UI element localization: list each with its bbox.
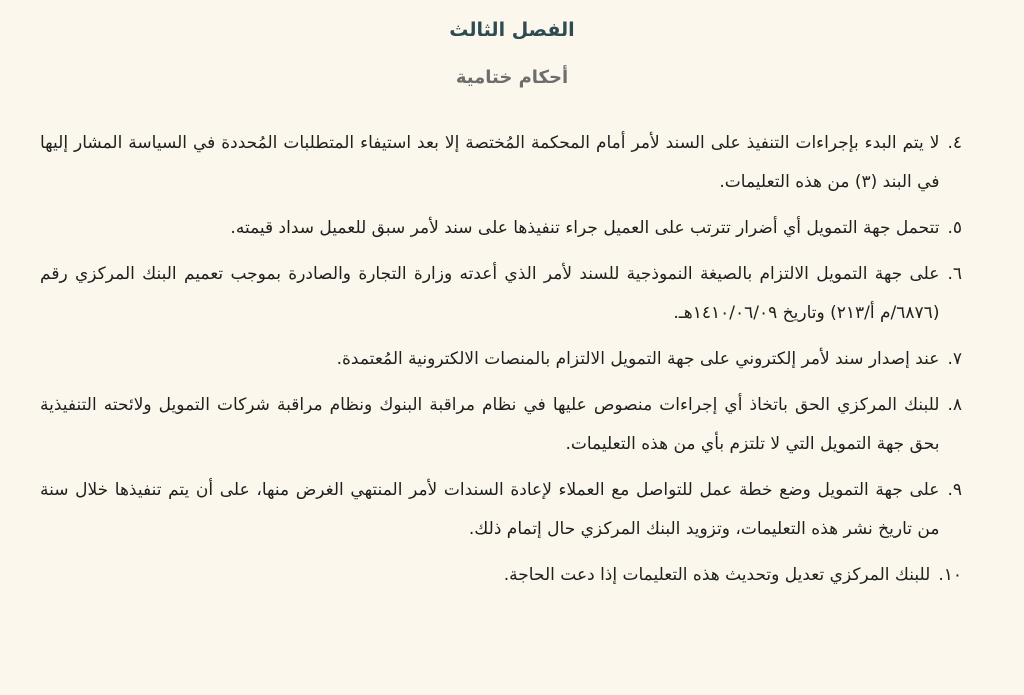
provision-text: لا يتم البدء بإجراءات التنفيذ على السند لأمر أمام المحكمة المُختصة إلا بعد استيفاء المتطلبات المُحددة في السياسة المشار إليها في البند (٣) من هذه التعليمات. (40, 133, 940, 192)
provision-text: للبنك المركزي الحق باتخاذ أي إجراءات منصوص عليها في نظام مراقبة البنوك ونظام مراقبة شركات التمويل ولائحته التنفيذية بحق جهة التمويل التي لا تلتزم بأي من هذه التعليمات. (40, 395, 940, 454)
provision-text: للبنك المركزي تعديل وتحديث هذه التعليمات إذا دعت الحاجة. (503, 565, 931, 585)
chapter-subtitle: أحكام ختامية (455, 67, 569, 88)
provision-item (40, 386, 962, 464)
provision-number: ٩. (947, 480, 962, 500)
provision-text: عند إصدار سند لأمر إلكتروني على جهة التمويل الالتزام بالمنصات الالكترونية المُعتمدة. (336, 349, 940, 369)
provision-number: ٥. (947, 218, 962, 238)
provision-number: ٨. (947, 395, 962, 415)
provision-text: على جهة التمويل الالتزام بالصيغة النموذجية للسند لأمر الذي أعدته وزارة التجارة والصادرة بموجب تعميم البنك المركزي رقم (٦٨٧٦/م أ/٢١٣) وتاريخ ١٤١٠/٠٦/٠٩هـ. (40, 264, 940, 323)
provision-item (40, 340, 962, 379)
provision-item (40, 556, 962, 595)
provision-text: تتحمل جهة التمويل أي أضرار تترتب على العميل جراء تنفيذها على سند لأمر سبق للعميل سداد قيمته. (230, 218, 940, 238)
provisions-list (40, 124, 962, 602)
provision-item (40, 124, 962, 202)
provision-text: على جهة التمويل وضع خطة عمل للتواصل مع العملاء لإعادة السندات لأمر المنتهي الغرض منها، على أن يتم تنفيذها خلال سنة من تاريخ نشر هذه التعليمات، وتزويد البنك المركزي حال إتمام ذلك. (40, 480, 940, 539)
provision-item (40, 471, 962, 549)
provision-item (40, 209, 962, 248)
provision-number: ٤. (947, 133, 962, 153)
chapter-title: الفصل الثالث (449, 19, 575, 41)
provision-number: ٧. (947, 349, 962, 369)
provision-number: ١٠. (938, 565, 962, 585)
provision-item (40, 255, 962, 333)
provision-number: ٦. (947, 264, 962, 284)
